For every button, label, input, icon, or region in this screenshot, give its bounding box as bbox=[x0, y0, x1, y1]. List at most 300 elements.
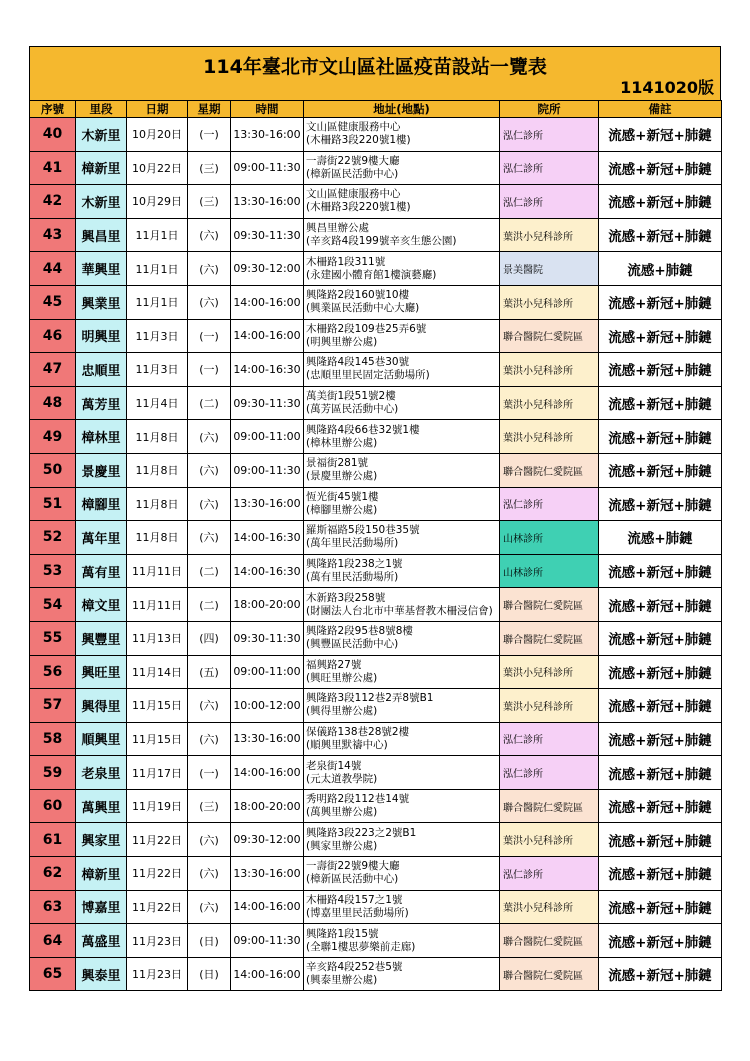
date-cell: 11月22日 bbox=[127, 823, 188, 857]
address-line: 興隆路3段223之2號B1 bbox=[306, 826, 417, 839]
address-line: 興隆路1段238之1號 bbox=[306, 558, 403, 571]
note-cell: 流感+新冠+肺鏈 bbox=[599, 386, 722, 420]
table-body bbox=[30, 118, 722, 991]
address-location: (萬有里民活動場所) bbox=[306, 571, 399, 584]
address-cell bbox=[304, 151, 500, 185]
date-cell: 11月17日 bbox=[127, 756, 188, 790]
note-cell: 流感+新冠+肺鏈 bbox=[599, 722, 722, 756]
header-time: 時間 bbox=[231, 101, 304, 118]
date-cell: 11月8日 bbox=[127, 420, 188, 454]
note-cell: 流感+新冠+肺鏈 bbox=[599, 218, 722, 252]
table-row bbox=[30, 285, 722, 319]
clinic-cell: 聯合醫院仁愛院區 bbox=[500, 924, 599, 958]
village-cell: 博嘉里 bbox=[76, 890, 127, 924]
address-cell bbox=[304, 218, 500, 252]
time-cell: 09:30-12:00 bbox=[231, 252, 304, 286]
clinic-cell: 泓仁診所 bbox=[500, 722, 599, 756]
village-cell: 萬興里 bbox=[76, 789, 127, 823]
header-address: 地址(地點) bbox=[304, 101, 500, 118]
note-cell: 流感+新冠+肺鏈 bbox=[599, 823, 722, 857]
date-cell: 11月3日 bbox=[127, 319, 188, 353]
seq-cell: 52 bbox=[30, 521, 76, 555]
address-line: 木柵路1段311號 bbox=[306, 255, 386, 268]
date-cell: 11月3日 bbox=[127, 353, 188, 387]
time-cell: 13:30-16:00 bbox=[231, 857, 304, 891]
clinic-cell: 聯合醫院仁愛院區 bbox=[500, 319, 599, 353]
address-cell bbox=[304, 118, 500, 152]
table-row bbox=[30, 890, 722, 924]
time-cell: 09:00-11:30 bbox=[231, 924, 304, 958]
time-cell: 14:00-16:00 bbox=[231, 756, 304, 790]
seq-cell: 47 bbox=[30, 353, 76, 387]
village-cell: 木新里 bbox=[76, 118, 127, 152]
seq-cell: 46 bbox=[30, 319, 76, 353]
weekday-cell: (六) bbox=[188, 420, 231, 454]
title-banner bbox=[29, 46, 721, 100]
village-cell: 興業里 bbox=[76, 285, 127, 319]
table-row bbox=[30, 756, 722, 790]
address-cell bbox=[304, 185, 500, 219]
seq-cell: 45 bbox=[30, 285, 76, 319]
weekday-cell: (一) bbox=[188, 319, 231, 353]
seq-cell: 65 bbox=[30, 957, 76, 991]
weekday-cell: (一) bbox=[188, 353, 231, 387]
address-cell bbox=[304, 453, 500, 487]
weekday-cell: (二) bbox=[188, 588, 231, 622]
note-cell: 流感+新冠+肺鏈 bbox=[599, 689, 722, 723]
address-location: (永建國小體育館1樓演藝廳) bbox=[306, 268, 437, 281]
header-date: 日期 bbox=[127, 101, 188, 118]
address-line: 木柵路4段157之1號 bbox=[306, 893, 403, 906]
table-row bbox=[30, 151, 722, 185]
village-cell: 萬年里 bbox=[76, 521, 127, 555]
weekday-cell: (六) bbox=[188, 487, 231, 521]
time-cell: 14:00-16:00 bbox=[231, 957, 304, 991]
clinic-cell: 景美醫院 bbox=[500, 252, 599, 286]
address-location: (明興里辦公處) bbox=[306, 335, 378, 348]
village-cell: 興旺里 bbox=[76, 655, 127, 689]
seq-cell: 54 bbox=[30, 588, 76, 622]
date-cell: 11月22日 bbox=[127, 857, 188, 891]
clinic-cell: 葉洪小兒科診所 bbox=[500, 353, 599, 387]
address-location: (樟新區民活動中心) bbox=[306, 873, 399, 886]
village-cell: 萬芳里 bbox=[76, 386, 127, 420]
village-cell: 樟新里 bbox=[76, 151, 127, 185]
note-cell: 流感+新冠+肺鏈 bbox=[599, 924, 722, 958]
time-cell: 14:00-16:30 bbox=[231, 554, 304, 588]
address-location: (萬芳區民活動中心) bbox=[306, 403, 399, 416]
note-cell: 流感+新冠+肺鏈 bbox=[599, 655, 722, 689]
village-cell: 萬有里 bbox=[76, 554, 127, 588]
seq-cell: 64 bbox=[30, 924, 76, 958]
address-cell bbox=[304, 957, 500, 991]
seq-cell: 43 bbox=[30, 218, 76, 252]
address-cell bbox=[304, 252, 500, 286]
weekday-cell: (三) bbox=[188, 185, 231, 219]
address-line: 恆光街45號1樓 bbox=[306, 490, 379, 503]
time-cell: 09:30-12:00 bbox=[231, 823, 304, 857]
weekday-cell: (六) bbox=[188, 722, 231, 756]
weekday-cell: (六) bbox=[188, 252, 231, 286]
note-cell: 流感+新冠+肺鏈 bbox=[599, 420, 722, 454]
address-line: 文山區健康服務中心 bbox=[306, 188, 401, 201]
village-cell: 木新里 bbox=[76, 185, 127, 219]
seq-cell: 41 bbox=[30, 151, 76, 185]
address-cell bbox=[304, 285, 500, 319]
weekday-cell: (六) bbox=[188, 218, 231, 252]
date-cell: 11月8日 bbox=[127, 487, 188, 521]
seq-cell: 58 bbox=[30, 722, 76, 756]
address-cell bbox=[304, 386, 500, 420]
address-location: (順興里默禱中心) bbox=[306, 738, 388, 751]
clinic-cell: 聯合醫院仁愛院區 bbox=[500, 588, 599, 622]
address-location: (博嘉里里民活動場所) bbox=[306, 906, 409, 919]
weekday-cell: (六) bbox=[188, 689, 231, 723]
seq-cell: 42 bbox=[30, 185, 76, 219]
seq-cell: 51 bbox=[30, 487, 76, 521]
time-cell: 09:00-11:00 bbox=[231, 420, 304, 454]
time-cell: 09:30-11:30 bbox=[231, 386, 304, 420]
address-location: (樟新區民活動中心) bbox=[306, 167, 399, 180]
clinic-cell: 泓仁診所 bbox=[500, 756, 599, 790]
address-cell bbox=[304, 823, 500, 857]
date-cell: 11月15日 bbox=[127, 689, 188, 723]
address-location: (興業區民活動中心大廳) bbox=[306, 302, 420, 315]
address-line: 興隆路2段160號10樓 bbox=[306, 289, 410, 302]
clinic-cell: 葉洪小兒科診所 bbox=[500, 386, 599, 420]
date-cell: 11月4日 bbox=[127, 386, 188, 420]
weekday-cell: (六) bbox=[188, 285, 231, 319]
clinic-cell: 山林診所 bbox=[500, 554, 599, 588]
address-cell bbox=[304, 857, 500, 891]
village-cell: 樟文里 bbox=[76, 588, 127, 622]
date-cell: 10月22日 bbox=[127, 151, 188, 185]
date-cell: 10月29日 bbox=[127, 185, 188, 219]
clinic-cell: 聯合醫院仁愛院區 bbox=[500, 453, 599, 487]
date-cell: 11月23日 bbox=[127, 957, 188, 991]
address-line: 興隆路1段15號 bbox=[306, 927, 379, 940]
time-cell: 09:00-11:30 bbox=[231, 151, 304, 185]
village-cell: 華興里 bbox=[76, 252, 127, 286]
time-cell: 09:30-11:30 bbox=[231, 218, 304, 252]
note-cell: 流感+新冠+肺鏈 bbox=[599, 588, 722, 622]
weekday-cell: (二) bbox=[188, 554, 231, 588]
village-cell: 老泉里 bbox=[76, 756, 127, 790]
version-label: 1141020版 bbox=[620, 78, 714, 97]
weekday-cell: (日) bbox=[188, 924, 231, 958]
seq-cell: 61 bbox=[30, 823, 76, 857]
address-line: 興隆路3段112巷2弄8號B1 bbox=[306, 692, 434, 705]
weekday-cell: (六) bbox=[188, 823, 231, 857]
clinic-cell: 葉洪小兒科診所 bbox=[500, 823, 599, 857]
weekday-cell: (日) bbox=[188, 957, 231, 991]
date-cell: 11月1日 bbox=[127, 218, 188, 252]
weekday-cell: (六) bbox=[188, 857, 231, 891]
time-cell: 14:00-16:30 bbox=[231, 353, 304, 387]
date-cell: 11月19日 bbox=[127, 789, 188, 823]
clinic-cell: 葉洪小兒科診所 bbox=[500, 689, 599, 723]
time-cell: 14:00-16:30 bbox=[231, 521, 304, 555]
address-line: 老泉街14號 bbox=[306, 759, 362, 772]
seq-cell: 40 bbox=[30, 118, 76, 152]
seq-cell: 60 bbox=[30, 789, 76, 823]
date-cell: 11月11日 bbox=[127, 588, 188, 622]
table-row bbox=[30, 789, 722, 823]
time-cell: 18:00-20:00 bbox=[231, 588, 304, 622]
header-village: 里段 bbox=[76, 101, 127, 118]
address-cell bbox=[304, 554, 500, 588]
clinic-cell: 聯合醫院仁愛院區 bbox=[500, 789, 599, 823]
table-row bbox=[30, 924, 722, 958]
note-cell: 流感+新冠+肺鏈 bbox=[599, 890, 722, 924]
date-cell: 11月14日 bbox=[127, 655, 188, 689]
header-weekday: 星期 bbox=[188, 101, 231, 118]
table-row bbox=[30, 689, 722, 723]
address-line: 一壽街22號9樓大廳 bbox=[306, 154, 400, 167]
note-cell: 流感+新冠+肺鏈 bbox=[599, 554, 722, 588]
village-cell: 樟林里 bbox=[76, 420, 127, 454]
table-row bbox=[30, 823, 722, 857]
seq-cell: 56 bbox=[30, 655, 76, 689]
note-cell: 流感+新冠+肺鏈 bbox=[599, 487, 722, 521]
village-cell: 明興里 bbox=[76, 319, 127, 353]
address-line: 興隆路4段145巷30號 bbox=[306, 356, 410, 369]
seq-cell: 63 bbox=[30, 890, 76, 924]
address-location: (財團法人台北市中華基督教木柵浸信會) bbox=[306, 604, 493, 617]
weekday-cell: (六) bbox=[188, 890, 231, 924]
address-location: (全聯1樓思夢樂前走廊) bbox=[306, 940, 416, 953]
table-row bbox=[30, 857, 722, 891]
note-cell: 流感+新冠+肺鏈 bbox=[599, 151, 722, 185]
time-cell: 14:00-16:00 bbox=[231, 285, 304, 319]
address-line: 興昌里辦公處 bbox=[306, 222, 369, 235]
village-cell: 樟新里 bbox=[76, 857, 127, 891]
address-location: (萬年里民活動場所) bbox=[306, 537, 399, 550]
table-row bbox=[30, 420, 722, 454]
time-cell: 09:30-11:30 bbox=[231, 621, 304, 655]
date-cell: 11月22日 bbox=[127, 890, 188, 924]
weekday-cell: (一) bbox=[188, 118, 231, 152]
seq-cell: 49 bbox=[30, 420, 76, 454]
table-row bbox=[30, 957, 722, 991]
address-line: 辛亥路4段252巷5號 bbox=[306, 961, 403, 974]
weekday-cell: (五) bbox=[188, 655, 231, 689]
note-cell: 流感+新冠+肺鏈 bbox=[599, 319, 722, 353]
time-cell: 18:00-20:00 bbox=[231, 789, 304, 823]
table-row bbox=[30, 386, 722, 420]
address-line: 木新路3段258號 bbox=[306, 591, 386, 604]
header-row bbox=[30, 101, 722, 118]
seq-cell: 44 bbox=[30, 252, 76, 286]
address-location: (萬興里辦公處) bbox=[306, 806, 378, 819]
table-row bbox=[30, 722, 722, 756]
table-row bbox=[30, 185, 722, 219]
address-line: 興隆路4段66巷32號1樓 bbox=[306, 423, 420, 436]
table-row bbox=[30, 554, 722, 588]
address-line: 保儀路138巷28號2樓 bbox=[306, 725, 410, 738]
address-location: (興家里辦公處) bbox=[306, 839, 378, 852]
address-location: (興旺里辦公處) bbox=[306, 671, 378, 684]
note-cell: 流感+新冠+肺鏈 bbox=[599, 957, 722, 991]
seq-cell: 59 bbox=[30, 756, 76, 790]
village-cell: 順興里 bbox=[76, 722, 127, 756]
date-cell: 10月20日 bbox=[127, 118, 188, 152]
table-row bbox=[30, 353, 722, 387]
address-line: 萬美街1段51號2樓 bbox=[306, 390, 396, 403]
weekday-cell: (六) bbox=[188, 521, 231, 555]
table-row bbox=[30, 252, 722, 286]
address-location: (忠順里里民固定活動場所) bbox=[306, 369, 430, 382]
table-row bbox=[30, 487, 722, 521]
village-cell: 忠順里 bbox=[76, 353, 127, 387]
date-cell: 11月11日 bbox=[127, 554, 188, 588]
address-line: 福興路27號 bbox=[306, 658, 362, 671]
clinic-cell: 泓仁診所 bbox=[500, 118, 599, 152]
note-cell: 流感+新冠+肺鏈 bbox=[599, 118, 722, 152]
address-location: (木柵路3段220號1樓) bbox=[306, 134, 411, 147]
time-cell: 13:30-16:00 bbox=[231, 118, 304, 152]
village-cell: 興昌里 bbox=[76, 218, 127, 252]
time-cell: 09:00-11:00 bbox=[231, 655, 304, 689]
address-line: 興隆路2段95巷8號8樓 bbox=[306, 625, 413, 638]
address-cell bbox=[304, 655, 500, 689]
seq-cell: 50 bbox=[30, 453, 76, 487]
note-cell: 流感+新冠+肺鏈 bbox=[599, 857, 722, 891]
note-cell: 流感+新冠+肺鏈 bbox=[599, 789, 722, 823]
clinic-cell: 聯合醫院仁愛院區 bbox=[500, 957, 599, 991]
clinic-cell: 泓仁診所 bbox=[500, 487, 599, 521]
vaccination-schedule-sheet bbox=[29, 46, 721, 991]
address-location: (樟林里辦公處) bbox=[306, 436, 378, 449]
header-clinic: 院所 bbox=[500, 101, 599, 118]
address-cell bbox=[304, 756, 500, 790]
note-cell: 流感+肺鏈 bbox=[599, 521, 722, 555]
table-row bbox=[30, 621, 722, 655]
address-line: 文山區健康服務中心 bbox=[306, 121, 401, 134]
date-cell: 11月1日 bbox=[127, 252, 188, 286]
clinic-cell: 葉洪小兒科診所 bbox=[500, 890, 599, 924]
table-row bbox=[30, 118, 722, 152]
table-row bbox=[30, 521, 722, 555]
address-cell bbox=[304, 722, 500, 756]
village-cell: 樟腳里 bbox=[76, 487, 127, 521]
village-cell: 興家里 bbox=[76, 823, 127, 857]
date-cell: 11月1日 bbox=[127, 285, 188, 319]
address-cell bbox=[304, 319, 500, 353]
header-note: 備註 bbox=[599, 101, 722, 118]
address-cell bbox=[304, 621, 500, 655]
weekday-cell: (二) bbox=[188, 386, 231, 420]
table-row bbox=[30, 218, 722, 252]
table-row bbox=[30, 319, 722, 353]
village-cell: 萬盛里 bbox=[76, 924, 127, 958]
village-cell: 景慶里 bbox=[76, 453, 127, 487]
note-cell: 流感+肺鏈 bbox=[599, 252, 722, 286]
clinic-cell: 泓仁診所 bbox=[500, 857, 599, 891]
clinic-cell: 葉洪小兒科診所 bbox=[500, 420, 599, 454]
address-cell bbox=[304, 689, 500, 723]
address-line: 羅斯福路5段150巷35號 bbox=[306, 524, 420, 537]
address-cell bbox=[304, 789, 500, 823]
address-location: (樟腳里辦公處) bbox=[306, 503, 378, 516]
weekday-cell: (一) bbox=[188, 756, 231, 790]
date-cell: 11月15日 bbox=[127, 722, 188, 756]
time-cell: 14:00-16:00 bbox=[231, 890, 304, 924]
date-cell: 11月8日 bbox=[127, 521, 188, 555]
note-cell: 流感+新冠+肺鏈 bbox=[599, 353, 722, 387]
address-location: (辛亥路4段199號辛亥生態公園) bbox=[306, 235, 457, 248]
village-cell: 興豐里 bbox=[76, 621, 127, 655]
clinic-cell: 葉洪小兒科診所 bbox=[500, 655, 599, 689]
page-title: 114年臺北市文山區社區疫苗設站一覽表 bbox=[203, 56, 547, 78]
time-cell: 10:00-12:00 bbox=[231, 689, 304, 723]
seq-cell: 57 bbox=[30, 689, 76, 723]
address-cell bbox=[304, 521, 500, 555]
time-cell: 14:00-16:00 bbox=[231, 319, 304, 353]
address-location: (木柵路3段220號1樓) bbox=[306, 201, 411, 214]
weekday-cell: (三) bbox=[188, 151, 231, 185]
note-cell: 流感+新冠+肺鏈 bbox=[599, 453, 722, 487]
address-line: 秀明路2段112巷14號 bbox=[306, 793, 410, 806]
header-seq: 序號 bbox=[30, 101, 76, 118]
clinic-cell: 葉洪小兒科診所 bbox=[500, 285, 599, 319]
address-location: (興泰里辦公處) bbox=[306, 974, 378, 987]
address-line: 一壽街22號9樓大廳 bbox=[306, 860, 400, 873]
address-cell bbox=[304, 588, 500, 622]
time-cell: 13:30-16:00 bbox=[231, 185, 304, 219]
clinic-cell: 泓仁診所 bbox=[500, 151, 599, 185]
village-cell: 興泰里 bbox=[76, 957, 127, 991]
address-cell bbox=[304, 487, 500, 521]
schedule-table bbox=[29, 100, 722, 991]
date-cell: 11月23日 bbox=[127, 924, 188, 958]
time-cell: 13:30-16:00 bbox=[231, 722, 304, 756]
note-cell: 流感+新冠+肺鏈 bbox=[599, 756, 722, 790]
table-row bbox=[30, 655, 722, 689]
address-line: 木柵路2段109巷25弄6號 bbox=[306, 322, 427, 335]
clinic-cell: 泓仁診所 bbox=[500, 185, 599, 219]
address-location: (景慶里辦公處) bbox=[306, 470, 378, 483]
table-row bbox=[30, 453, 722, 487]
seq-cell: 48 bbox=[30, 386, 76, 420]
address-location: (興得里辦公處) bbox=[306, 705, 378, 718]
seq-cell: 53 bbox=[30, 554, 76, 588]
address-cell bbox=[304, 420, 500, 454]
address-line: 景福街281號 bbox=[306, 457, 369, 470]
date-cell: 11月13日 bbox=[127, 621, 188, 655]
table-row bbox=[30, 588, 722, 622]
note-cell: 流感+新冠+肺鏈 bbox=[599, 185, 722, 219]
weekday-cell: (三) bbox=[188, 789, 231, 823]
address-location: (興豐區民活動中心) bbox=[306, 638, 399, 651]
address-cell bbox=[304, 924, 500, 958]
seq-cell: 55 bbox=[30, 621, 76, 655]
clinic-cell: 聯合醫院仁愛院區 bbox=[500, 621, 599, 655]
clinic-cell: 山林診所 bbox=[500, 521, 599, 555]
note-cell: 流感+新冠+肺鏈 bbox=[599, 285, 722, 319]
address-cell bbox=[304, 353, 500, 387]
address-location: (元太道教學院) bbox=[306, 772, 378, 785]
clinic-cell: 葉洪小兒科診所 bbox=[500, 218, 599, 252]
date-cell: 11月8日 bbox=[127, 453, 188, 487]
seq-cell: 62 bbox=[30, 857, 76, 891]
note-cell: 流感+新冠+肺鏈 bbox=[599, 621, 722, 655]
weekday-cell: (六) bbox=[188, 453, 231, 487]
weekday-cell: (四) bbox=[188, 621, 231, 655]
address-cell bbox=[304, 890, 500, 924]
time-cell: 13:30-16:00 bbox=[231, 487, 304, 521]
time-cell: 09:00-11:30 bbox=[231, 453, 304, 487]
